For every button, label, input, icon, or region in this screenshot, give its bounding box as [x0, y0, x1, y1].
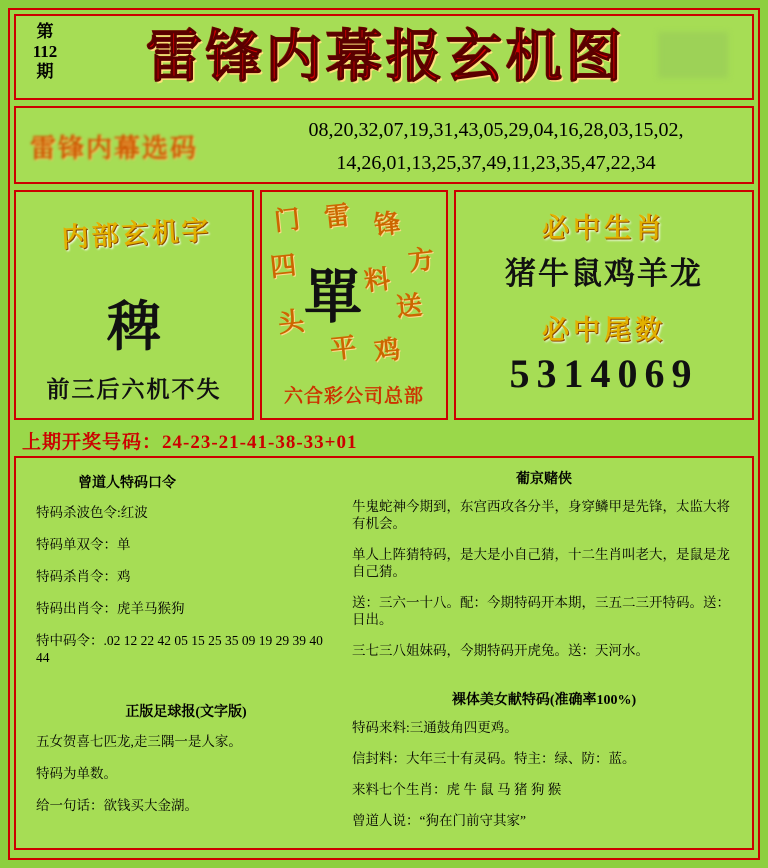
tail-number-title: 必中尾数	[542, 315, 666, 345]
inner-riddle-panel	[14, 190, 254, 420]
left-heading-2: 正版足球报(文字版)	[125, 705, 247, 720]
right-line-4: 三七三八姐妹码，今期特码开虎兔。送：天河水。	[352, 643, 649, 658]
tail-number-values: 5314069	[509, 351, 699, 396]
title-blur-patch	[658, 32, 728, 78]
scatter-char-7: 料	[362, 264, 392, 297]
inner-riddle-footer: 前三后六机不失	[46, 377, 222, 402]
scatter-char-4: 方	[406, 244, 436, 277]
scatter-char-5: 四	[268, 250, 298, 283]
page-title: 雷锋内幕报玄机图	[146, 27, 626, 89]
left2-line-3: 给一句话：欲钱买大金湖。	[36, 798, 198, 813]
last-draw-line	[14, 428, 754, 458]
selected-numbers-label: 雷锋内幕选码	[30, 134, 199, 163]
zodiac-title: 必中生肖	[542, 213, 666, 243]
left2-line-1: 五女贺喜七匹龙,走三隅一是人家。	[36, 734, 242, 749]
zodiac-tail-panel	[454, 190, 754, 420]
right-text-column	[346, 468, 742, 843]
right-line-1: 牛鬼蛇神今期到，东宫西攻各分半，身穿鳞甲是先锋，太监大将有机会。	[352, 499, 730, 531]
inner-riddle-character: 稗	[107, 297, 161, 357]
bottom-text-panel	[14, 456, 754, 850]
right-heading-1: 葡京赌侠	[516, 472, 572, 487]
right-line-3: 送：三六一十八。配：今期特码开本期，三五二三开特码。送：日出。	[352, 595, 730, 627]
right2-line-2: 信封料：大年三十有灵码。特主：绿、防：蓝。	[352, 751, 636, 766]
zodiac-values: 猪牛鼠鸡羊龙	[505, 256, 703, 291]
right2-line-3: 来料七个生肖：虎 牛 鼠 马 猪 狗 猴	[352, 782, 562, 797]
selected-numbers-values	[256, 114, 736, 180]
middle-panels	[14, 190, 754, 420]
selected-numbers-panel	[14, 106, 754, 184]
last-draw-label: 上期开奖号码：	[22, 432, 163, 453]
left-line-4: 特码出肖令：虎羊马猴狗	[36, 601, 185, 616]
left-spacer	[36, 681, 336, 697]
inner-riddle-title: 内部玄机字	[60, 215, 213, 253]
title-banner	[14, 14, 754, 100]
left2-line-2: 特码为单数。	[36, 766, 117, 781]
left-line-3: 特码杀肖令：鸡	[36, 569, 131, 584]
scatter-char-2: 雷	[322, 200, 352, 233]
left-line-5: 特中码令：.02 12 22 42 05 15 25 35 09 19 29 39 40 44	[36, 633, 323, 665]
scatter-char-3: 锋	[372, 208, 402, 241]
big-character: 單	[304, 265, 363, 330]
right-spacer	[346, 673, 742, 689]
scatter-char-6: 送	[394, 290, 424, 323]
right-heading-2: 裸体美女献特码(准确率100%)	[451, 693, 637, 708]
scatter-char-8: 头	[276, 306, 306, 339]
numbers-line-1: 08,20,32,07,19,31,43,05,29,04,16,28,03,15,02,	[308, 119, 684, 141]
right2-line-1: 特码来料:三通鼓角四更鸡。	[352, 720, 518, 735]
left-line-2: 特码单双令：单	[36, 537, 131, 552]
scatter-char-10: 鸡	[372, 334, 402, 367]
scatter-char-9: 平	[328, 332, 358, 365]
last-draw-value: 24-23-21-41-38-33+01	[162, 432, 358, 453]
issue-label: 第112期	[32, 22, 58, 81]
right2-line-4: 曾道人说：“狗在门前守其家”	[352, 813, 526, 828]
left-line-1: 特码杀波色令:红波	[36, 505, 148, 520]
numbers-line-2: 14,26,01,13,25,37,49,11,23,35,47,22,34	[336, 152, 656, 174]
left-text-column	[36, 468, 336, 829]
right-line-2: 单人上阵猜特码，是大是小自己猜，十二生肖叫老大，是鼠是龙自己猜。	[352, 547, 730, 579]
company-panel	[260, 190, 448, 420]
left-heading-1: 曾道人特码口令	[78, 476, 176, 491]
scattered-char-grid	[268, 198, 440, 367]
scatter-char-1: 门	[272, 204, 302, 237]
company-footer: 六合彩公司总部	[283, 386, 424, 407]
